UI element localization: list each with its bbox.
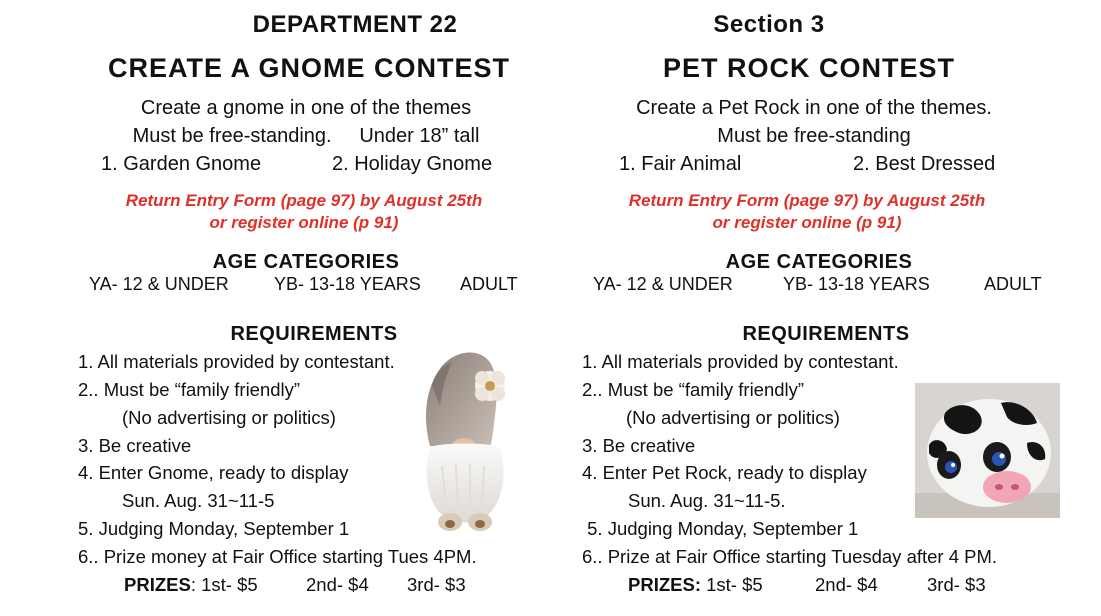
left-prizes [124, 574, 258, 596]
right-req-item: 5. Judging Monday, September 1 [582, 518, 859, 539]
left-prize-2: 2nd- $4 [306, 574, 369, 595]
left-theme-2: 2. Holiday Gnome [332, 153, 493, 175]
right-prizes-label: PRIZES: [628, 574, 701, 595]
right-return-line-2: or register online (p 91) [712, 213, 902, 232]
right-req-item: (No advertising or politics) [626, 407, 840, 428]
left-req-item: Sun. Aug. 31~11-5 [122, 490, 275, 511]
right-header: Section 3 [713, 11, 825, 38]
right-desc-2: Must be free-standing [717, 125, 911, 147]
left-return-line-1: Return Entry Form (page 97) by August 25th [125, 191, 483, 210]
left-req-item: 3. Be creative [78, 435, 192, 456]
right-theme-2: 2. Best Dressed [853, 153, 996, 175]
right-req-item: 6.. Prize at Fair Office starting Tuesday after 4 PM. [582, 546, 998, 567]
left-title: CREATE A GNOME CONTEST [107, 53, 511, 83]
right-req-item: 2.. Must be “family friendly” [582, 379, 805, 400]
right-req-item: 3. Be creative [582, 435, 696, 456]
left-req-item: 1. All materials provided by contestant. [78, 351, 395, 372]
right-prize-3: 3rd- $3 [927, 574, 986, 595]
right-prize-2: 2nd- $4 [815, 574, 878, 595]
right-age-title: AGE CATEGORIES [725, 251, 913, 273]
left-age-title: AGE CATEGORIES [212, 251, 400, 273]
left-prize-1: : 1st- $5 [190, 574, 258, 595]
right-age-yb: YB- 13-18 YEARS [783, 274, 930, 294]
left-return-line-2: or register online (p 91) [209, 213, 399, 232]
right-title: PET ROCK CONTEST [662, 53, 956, 83]
right-age-adult: ADULT [984, 274, 1042, 294]
left-req-item: 6.. Prize money at Fair Office starting Tues 4PM. [78, 546, 477, 567]
left-req-item: 4. Enter Gnome, ready to display [78, 462, 349, 483]
right-req-title: REQUIREMENTS [742, 323, 910, 345]
left-age-adult: ADULT [460, 274, 518, 294]
right-return-line-1: Return Entry Form (page 97) by August 25th [628, 191, 986, 210]
right-prize-1: 1st- $5 [700, 574, 763, 595]
right-req-item: Sun. Aug. 31~11-5. [628, 490, 786, 511]
left-desc-2: Must be free-standing. Under 18” tall [132, 125, 480, 147]
left-req-item: 2.. Must be “family friendly” [78, 379, 301, 400]
left-prize-3: 3rd- $3 [407, 574, 466, 595]
left-age-ya: YA- 12 & UNDER [89, 274, 229, 294]
right-prizes [628, 574, 763, 596]
right-theme-1: 1. Fair Animal [619, 153, 742, 175]
left-desc-1: Create a gnome in one of the themes [140, 97, 472, 119]
left-header: DEPARTMENT 22 [252, 11, 458, 38]
left-theme-1: 1. Garden Gnome [101, 153, 262, 175]
pet-rock-photo [915, 383, 1060, 518]
right-desc-1: Create a Pet Rock in one of the themes. [636, 97, 992, 119]
gnome-photo [412, 346, 518, 536]
right-req-item: 1. All materials provided by contestant. [582, 351, 899, 372]
left-req-item: 5. Judging Monday, September 1 [78, 518, 350, 539]
left-prizes-label: PRIZES [124, 574, 191, 595]
right-req-item: 4. Enter Pet Rock, ready to display [582, 462, 867, 483]
left-req-item: (No advertising or politics) [122, 407, 336, 428]
left-age-yb: YB- 13-18 YEARS [274, 274, 421, 294]
left-req-title: REQUIREMENTS [230, 323, 398, 345]
right-age-ya: YA- 12 & UNDER [593, 274, 733, 294]
